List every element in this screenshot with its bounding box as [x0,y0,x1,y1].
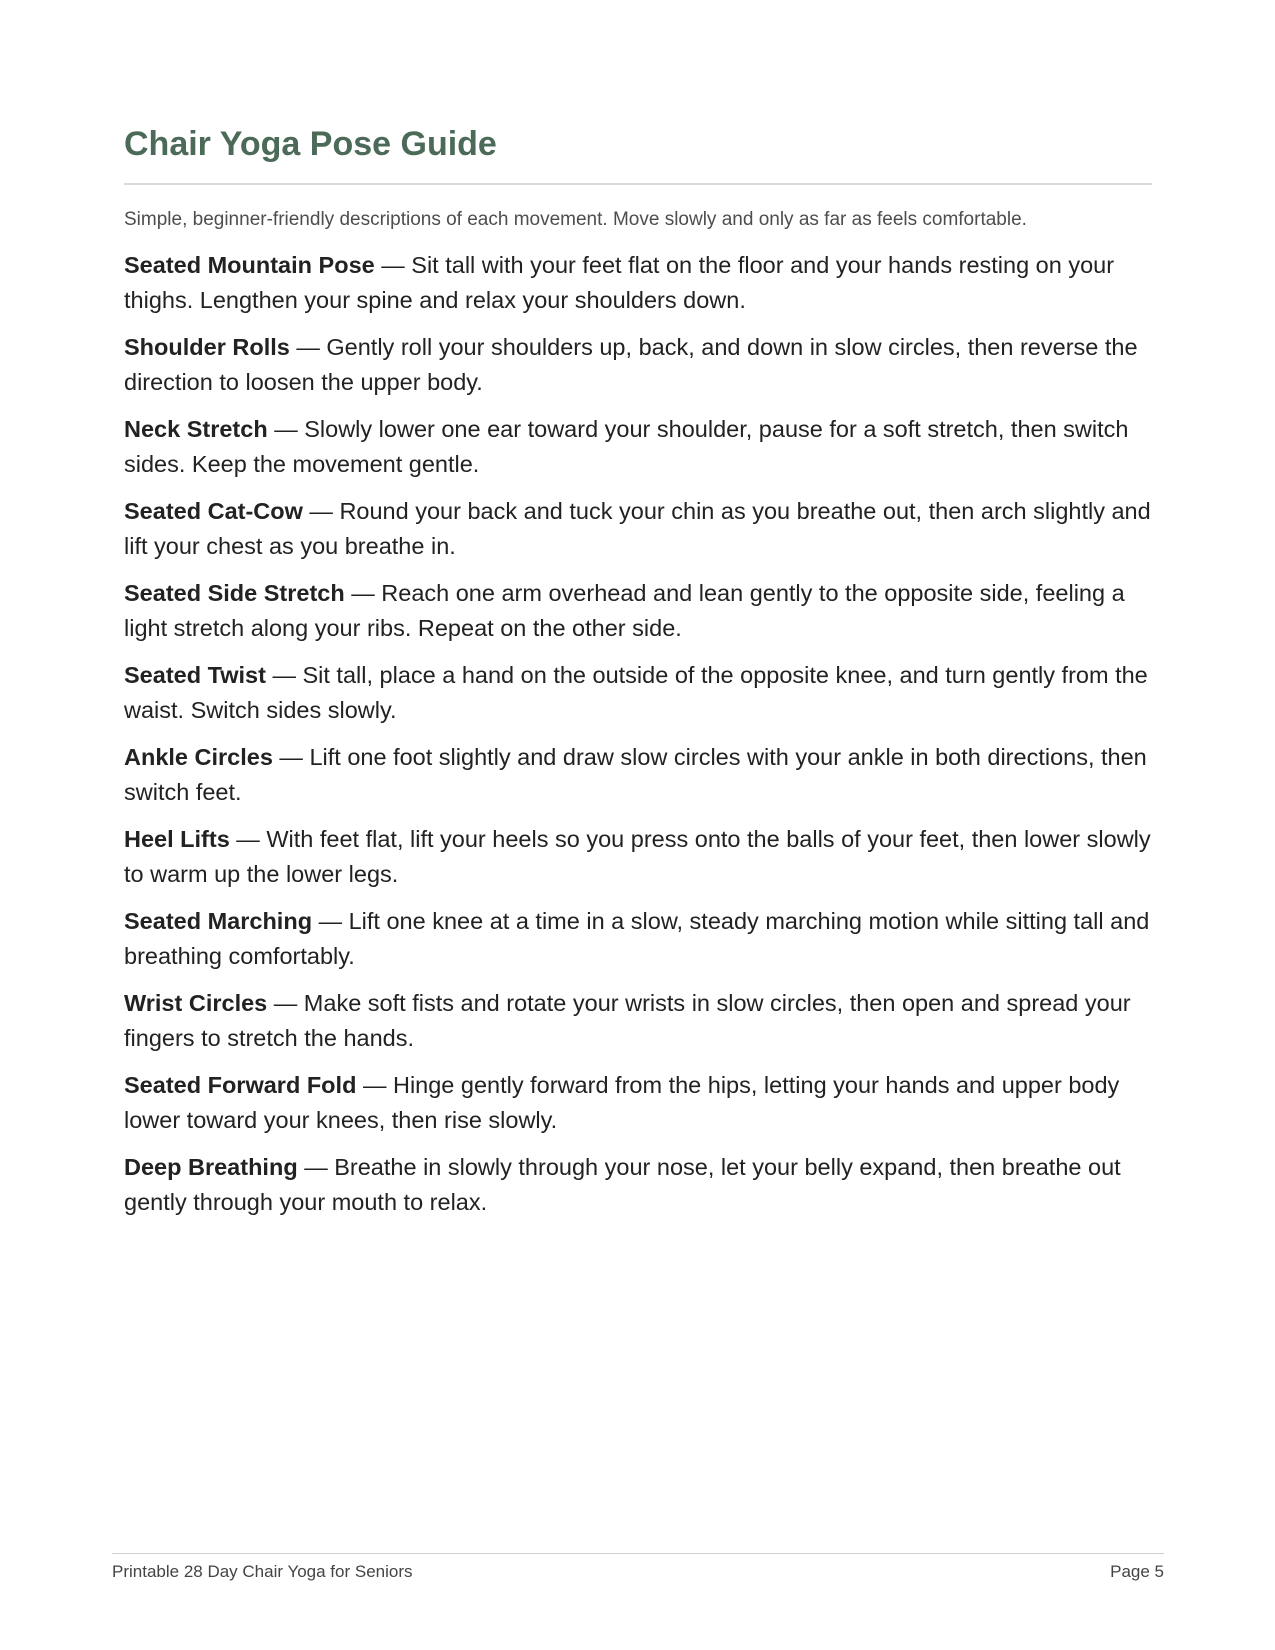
page-title: Chair Yoga Pose Guide [124,125,497,163]
pose-item-seated-cat-cow [124,494,1154,564]
intro-text: Simple, beginner-friendly descriptions of each movement. Move slowly and only as far as feels comfortable. [124,209,1027,230]
pose-description: — Reach one arm overhead and lean gently to the opposite side, feeling a light stretch along your ribs. Repeat on the other side. [124,580,1125,641]
pose-item-seated-marching [124,904,1154,974]
pose-name: Seated Marching [124,908,313,934]
pose-list [124,248,1154,1232]
pose-name: Seated Side Stretch [124,580,345,606]
pose-name: Seated Mountain Pose [124,252,375,278]
pose-description: — Breathe in slowly through your nose, let your belly expand, then breathe out gently through your mouth to relax. [124,1154,1121,1215]
pose-item-seated-forward-fold [124,1068,1154,1138]
pose-name: Seated Cat-Cow [124,498,303,524]
footer-document-title: Printable 28 Day Chair Yoga for Seniors [112,1562,413,1581]
pose-item-seated-side-stretch [124,576,1154,646]
pose-name: Ankle Circles [124,744,273,770]
pose-description: — With feet flat, lift your heels so you press onto the balls of your feet, then lower slowly to warm up the lower legs. [124,826,1151,887]
pose-name: Shoulder Rolls [124,334,290,360]
pose-description: — Lift one foot slightly and draw slow circles with your ankle in both directions, then switch feet. [124,744,1147,805]
pose-item-wrist-circles [124,986,1154,1056]
pose-item-seated-twist [124,658,1154,728]
pose-name: Deep Breathing [124,1154,298,1180]
pose-name: Seated Forward Fold [124,1072,357,1098]
pose-description: — Slowly lower one ear toward your shoulder, pause for a soft stretch, then switch sides. Keep the movement gentle. [124,416,1129,477]
pose-item-neck-stretch [124,412,1154,482]
pose-item-deep-breathing [124,1150,1154,1220]
pose-item-seated-mountain-pose [124,248,1154,318]
footer-divider [112,1553,1164,1554]
pose-name: Seated Twist [124,662,266,688]
pose-description: — Make soft fists and rotate your wrists in slow circles, then open and spread your fingers to stretch the hands. [124,990,1131,1051]
pose-description: — Hinge gently forward from the hips, letting your hands and upper body lower toward your knees, then rise slowly. [124,1072,1120,1133]
title-divider [124,183,1152,185]
pose-description: — Gently roll your shoulders up, back, and down in slow circles, then reverse the direction to loosen the upper body. [124,334,1138,395]
pose-name: Neck Stretch [124,416,268,442]
pose-description: — Lift one knee at a time in a slow, steady marching motion while sitting tall and breathing comfortably. [124,908,1150,969]
pose-description: — Round your back and tuck your chin as you breathe out, then arch slightly and lift your chest as you breathe in. [124,498,1151,559]
pose-item-heel-lifts [124,822,1154,892]
pose-name: Wrist Circles [124,990,268,1016]
pose-item-ankle-circles [124,740,1154,810]
pose-description: — Sit tall with your feet flat on the floor and your hands resting on your thighs. Lengthen your spine and relax your shoulders down. [124,252,1115,313]
pose-description: — Sit tall, place a hand on the outside of the opposite knee, and turn gently from the waist. Switch sides slowly. [124,662,1148,723]
pose-name: Heel Lifts [124,826,230,852]
pose-item-shoulder-rolls [124,330,1154,400]
footer-page-number: Page 5 [1110,1562,1164,1581]
